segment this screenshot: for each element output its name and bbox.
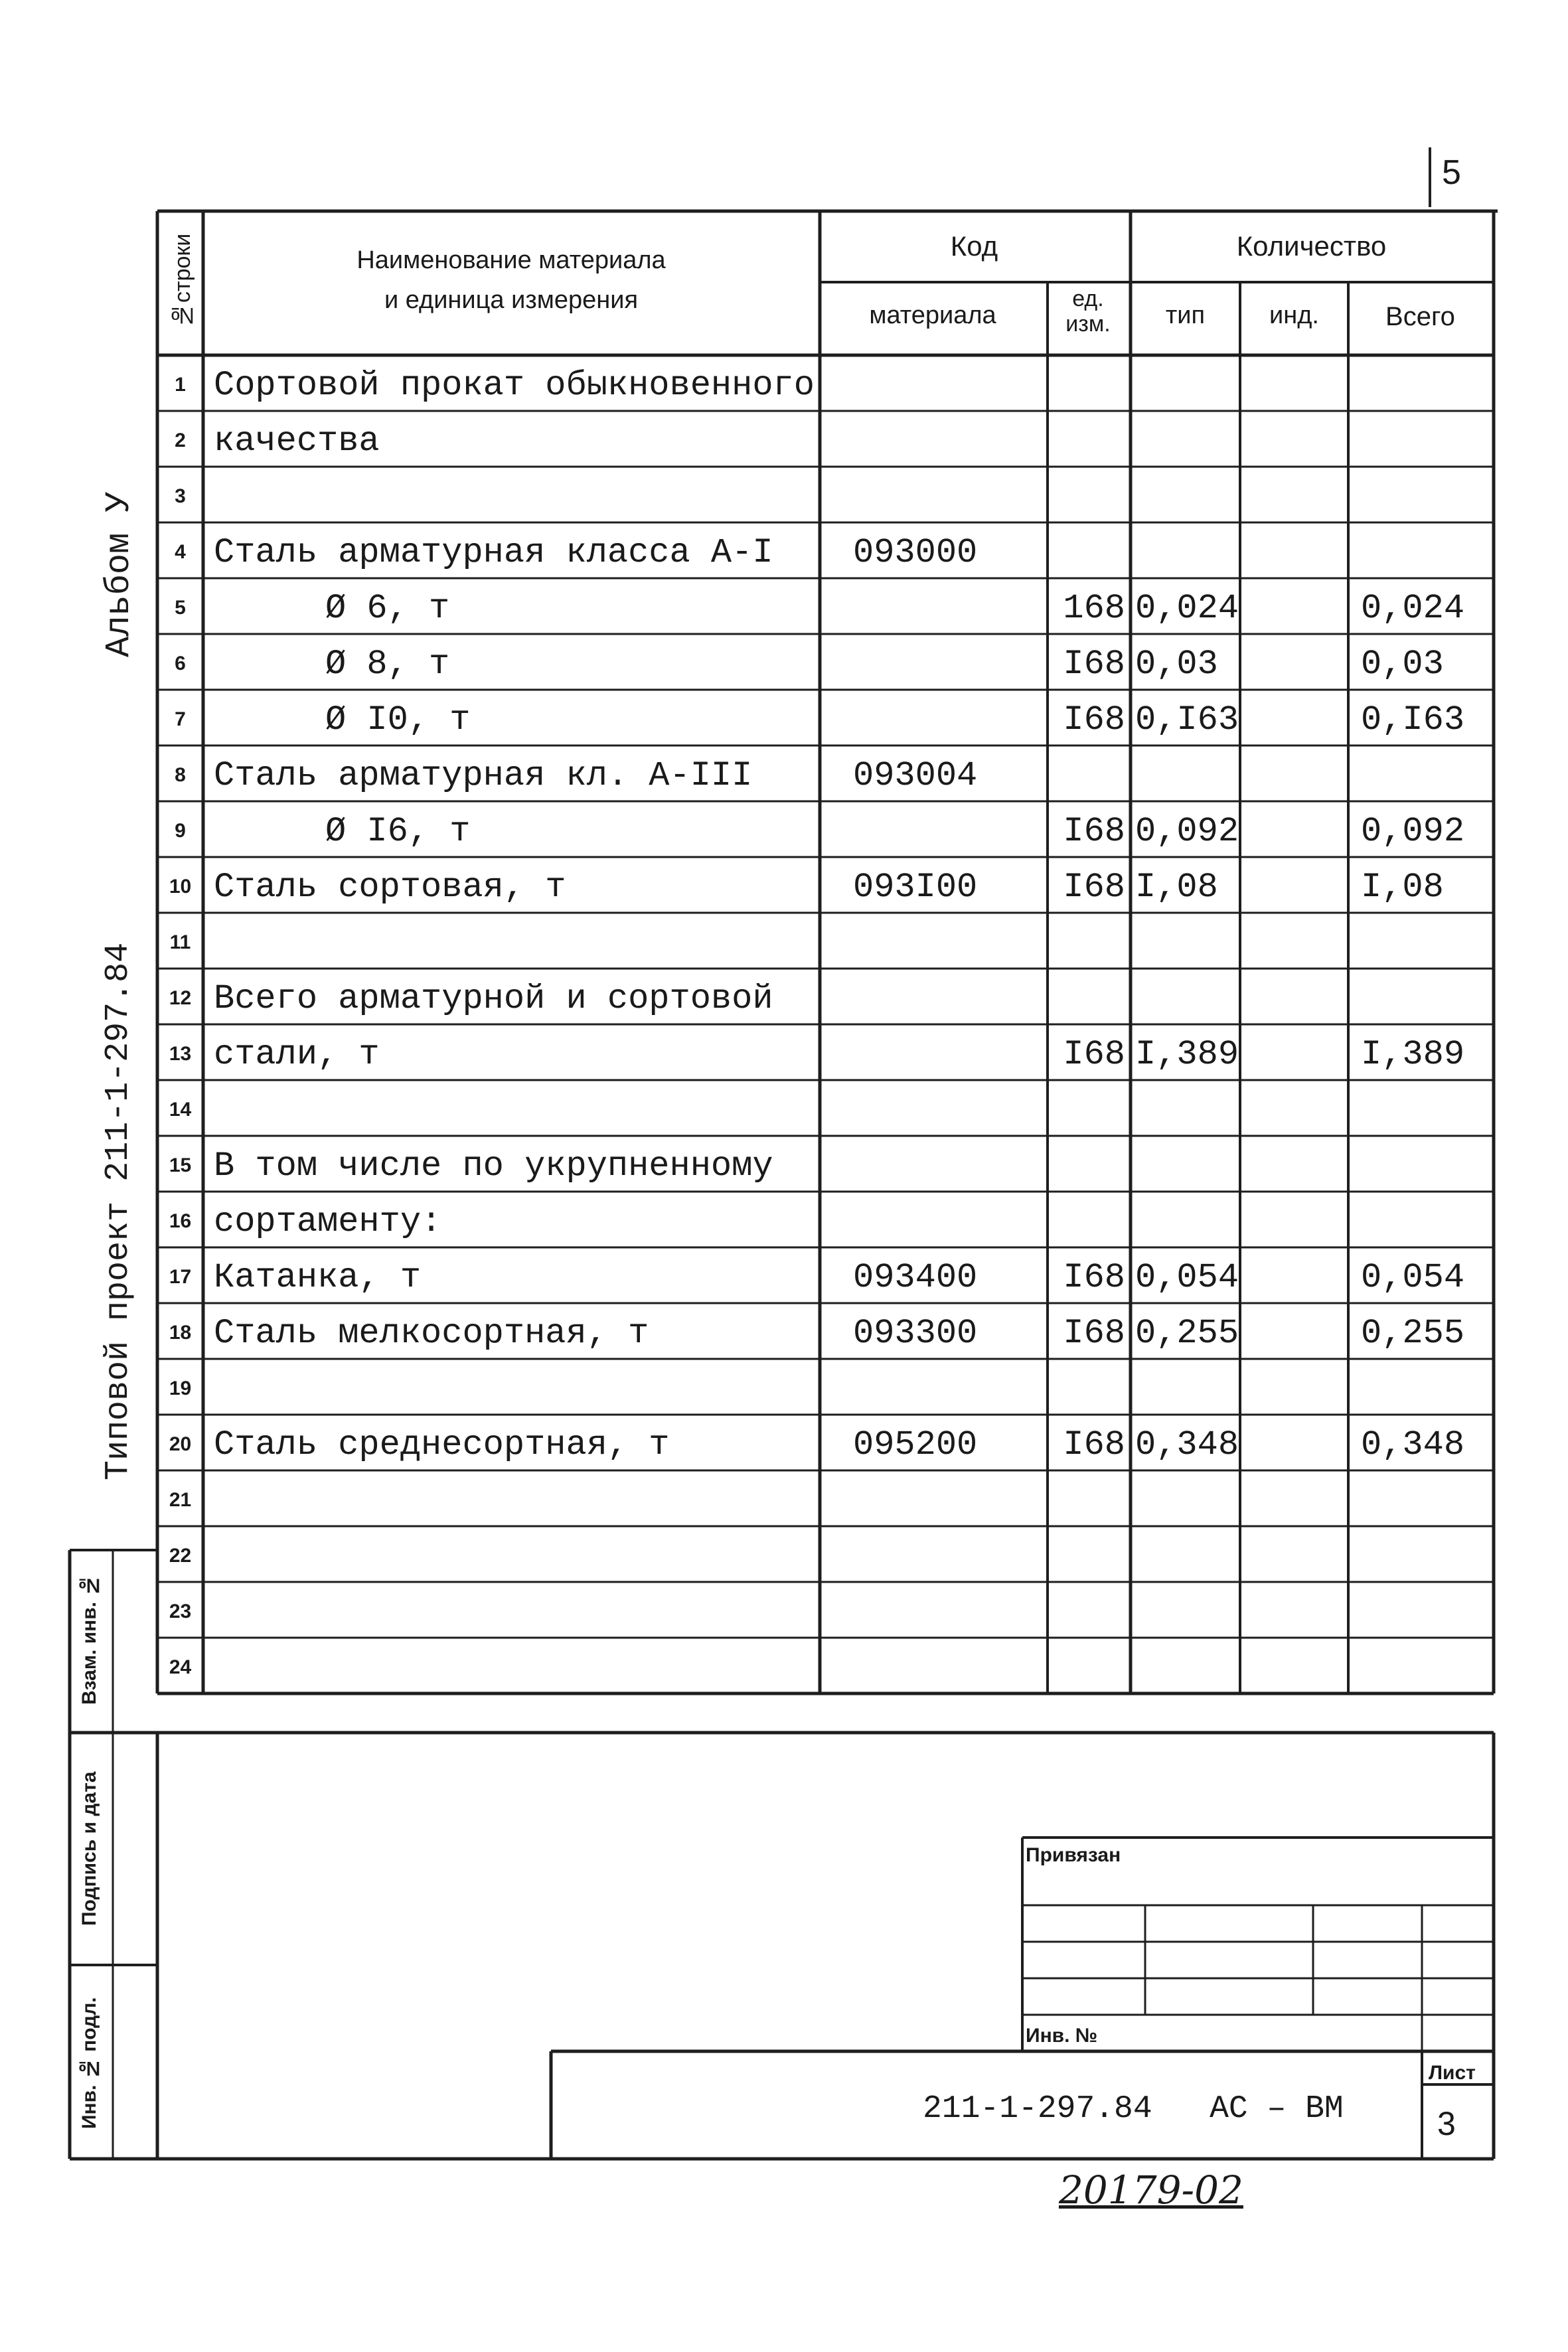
row-number: 4 xyxy=(175,541,186,563)
material-name: Сталь арматурная класса А-I xyxy=(214,533,773,572)
quantity-type: 0,255 xyxy=(1135,1314,1239,1353)
unit-code: I68 xyxy=(1063,1258,1125,1297)
album-label: Альбом У xyxy=(100,491,139,657)
row-number: 16 xyxy=(169,1210,192,1232)
row-number: 5 xyxy=(175,597,186,619)
quantity-total: 0,092 xyxy=(1361,812,1465,851)
material-name: Сталь сортовая, т xyxy=(214,868,566,907)
unit-code: I68 xyxy=(1063,1425,1125,1464)
row-number: 19 xyxy=(169,1377,192,1399)
row-number: 22 xyxy=(169,1545,192,1567)
handwritten-archive-number: 20179-02 xyxy=(1059,2167,1243,2213)
row-number: 11 xyxy=(169,931,191,953)
quantity-total: I,08 xyxy=(1361,868,1444,907)
quantity-type: 0,348 xyxy=(1135,1425,1239,1464)
row-number: 15 xyxy=(169,1154,192,1176)
material-name: Ø 6, т xyxy=(325,589,450,628)
material-name: Сталь среднесортная, т xyxy=(214,1425,670,1464)
row-number: 23 xyxy=(169,1601,192,1622)
unit-header-line2: изм. xyxy=(1065,311,1111,337)
row-number: 9 xyxy=(175,820,186,842)
qty-total-header: Всего xyxy=(1385,302,1455,331)
material-name: сортаменту: xyxy=(214,1202,442,1241)
material-code: 093000 xyxy=(853,533,978,572)
quantity-type: 0,092 xyxy=(1135,812,1239,851)
quantity-type: 0,024 xyxy=(1135,589,1239,628)
qty-type-header: тип xyxy=(1165,301,1206,329)
unit-code: I68 xyxy=(1063,868,1125,907)
quantity-total: I,389 xyxy=(1361,1035,1465,1074)
page-number: 5 xyxy=(1442,153,1461,192)
material-name: В том числе по укрупненному xyxy=(214,1146,773,1186)
code-material-header: материала xyxy=(869,301,996,329)
material-name: стали, т xyxy=(214,1035,380,1074)
row-number: 14 xyxy=(169,1099,192,1121)
material-name: качества xyxy=(214,422,380,461)
material-code: 093004 xyxy=(853,756,978,795)
material-name: Сталь арматурная кл. А-III xyxy=(214,756,753,795)
quantity-total: 0,024 xyxy=(1361,589,1465,628)
quantity-type: 0,03 xyxy=(1135,645,1218,684)
unit-header-line1: ед. xyxy=(1072,286,1104,311)
stamp-replaced-inv: Взам. инв. № xyxy=(78,1574,100,1705)
sheet-number: 3 xyxy=(1437,2105,1456,2142)
row-number: 10 xyxy=(169,876,192,898)
inventory-number-label: Инв. № xyxy=(1026,2025,1098,2047)
quantity-total: 0,I63 xyxy=(1361,700,1465,740)
quantity-type: I,389 xyxy=(1135,1035,1239,1074)
qty-ind-header: инд. xyxy=(1269,301,1319,329)
stamp-original-inv: Инв. № подл. xyxy=(78,1997,100,2129)
row-number: 13 xyxy=(169,1043,192,1065)
material-name: Ø 8, т xyxy=(325,645,450,684)
row-number: 12 xyxy=(169,987,192,1009)
unit-code: I68 xyxy=(1063,700,1125,740)
material-code: 093I00 xyxy=(853,868,978,907)
quantity-total: 0,03 xyxy=(1361,645,1444,684)
unit-code: I68 xyxy=(1063,812,1125,851)
quantity-type: I,08 xyxy=(1135,868,1218,907)
stamp-signature-date: Подпись и дата xyxy=(78,1771,100,1926)
material-code: 093400 xyxy=(853,1258,978,1297)
unit-code: 168 xyxy=(1063,589,1125,628)
row-number: 1 xyxy=(175,374,186,396)
row-number: 17 xyxy=(169,1266,192,1288)
material-code: 093300 xyxy=(853,1314,978,1353)
bound-label: Привязан xyxy=(1026,1844,1121,1866)
material-name: Сталь мелкосортная, т xyxy=(214,1314,649,1353)
quantity-total: 0,348 xyxy=(1361,1425,1465,1464)
quantity-header: Количество xyxy=(1236,230,1387,262)
row-number: 3 xyxy=(175,485,186,507)
row-number: 2 xyxy=(175,430,186,451)
quantity-total: 0,255 xyxy=(1361,1314,1465,1353)
row-number-header: №строки xyxy=(170,233,195,329)
quantity-type: 0,054 xyxy=(1135,1258,1239,1297)
row-number: 8 xyxy=(175,764,186,786)
row-number: 7 xyxy=(175,708,186,730)
code-header: Код xyxy=(950,230,998,262)
row-number: 18 xyxy=(169,1322,192,1344)
row-number: 6 xyxy=(175,653,186,674)
material-name: Ø I0, т xyxy=(325,700,471,740)
unit-code: I68 xyxy=(1063,1314,1125,1353)
material-name: Катанка, т xyxy=(214,1258,422,1297)
quantity-total: 0,054 xyxy=(1361,1258,1465,1297)
quantity-type: 0,I63 xyxy=(1135,700,1239,740)
name-header-line2: и единица измерения xyxy=(384,286,639,314)
sheet-label: Лист xyxy=(1429,2062,1476,2084)
material-name: Ø I6, т xyxy=(325,812,471,851)
name-header-line1: Наименование материала xyxy=(356,246,666,274)
material-name: Всего арматурной и сортовой xyxy=(214,979,773,1018)
row-number: 20 xyxy=(169,1433,192,1455)
unit-code: I68 xyxy=(1063,645,1125,684)
row-number: 21 xyxy=(169,1489,192,1511)
material-code: 095200 xyxy=(853,1425,978,1464)
row-number: 24 xyxy=(169,1656,192,1678)
material-name: Сортовой прокат обыкновенного xyxy=(214,366,815,405)
project-label: Типовой проект 211-1-297.84 xyxy=(100,942,137,1480)
unit-code: I68 xyxy=(1063,1035,1125,1074)
document-designation: 211-1-297.84 АС – ВМ xyxy=(923,2091,1344,2127)
